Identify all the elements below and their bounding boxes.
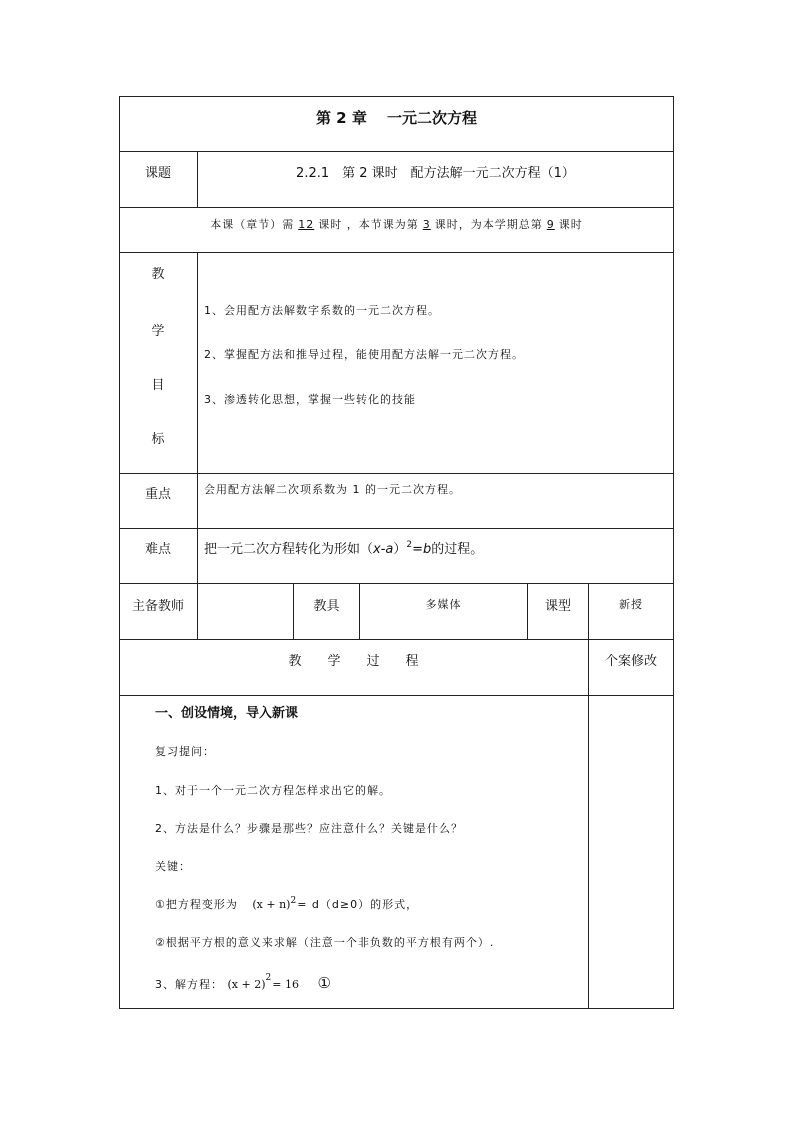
schedule-this-value: 3 (422, 218, 431, 231)
difficulty-sup: 2 (406, 540, 413, 550)
process-header: 教 学 过 程 (288, 654, 419, 669)
row-divider-4 (119, 473, 674, 474)
row-divider-7 (119, 639, 674, 640)
info-divider-tools-value (359, 583, 360, 639)
topic-value: 2.2.1 第 2 课时 配方法解一元二次方程（1） (296, 166, 575, 181)
row-divider-6 (119, 583, 674, 584)
difficulty-text: 把一元二次方程转化为形如（ (204, 542, 374, 557)
chapter-title: 第 2 章 一元二次方程 (315, 109, 478, 127)
difficulty-b: b (423, 542, 432, 557)
difficulty-expr: x-a (373, 542, 394, 557)
exercise-rest: = 16 (272, 978, 299, 991)
tools-label: 教具 (313, 599, 340, 614)
schedule-text-2: 课时 ，本节课为第 (318, 218, 419, 231)
review-question: 2、方法是什么？步骤是那些？应注意什么？关键是什么？ (155, 822, 463, 835)
key-step-1-text: ①把方程变形为 (155, 898, 238, 911)
key-point-label: 重点 (144, 487, 171, 502)
schedule-line (119, 219, 674, 230)
tools-value: 多媒体 (425, 598, 462, 611)
teacher-label: 主备教师 (131, 599, 184, 614)
exercise-line (155, 973, 332, 992)
exercise-sup: 2 (265, 973, 273, 983)
objective-item: 1、会用配方法解数字系数的一元二次方程。 (204, 304, 440, 317)
difficulty-label: 难点 (144, 542, 171, 557)
row-divider-8 (119, 695, 674, 696)
key-step-1-sup: 2 (290, 896, 298, 906)
row-divider-1 (119, 151, 674, 152)
schedule-need-value: 12 (298, 218, 315, 231)
key-step-1-rest: = d（d≥0）的形式， (297, 898, 419, 911)
revision-header: 个案修改 (604, 654, 657, 669)
difficulty-eq: = (412, 542, 424, 557)
exercise-expr: (x + 2) (227, 978, 266, 991)
table-right-border (673, 96, 674, 1009)
label-column-divider (197, 252, 198, 639)
objectives-label-char: 学 (151, 324, 165, 339)
schedule-text-4: 课时 (558, 218, 583, 231)
review-question: 1、对于一个一元二次方程怎样求出它的解。 (155, 784, 391, 797)
objectives-label-char: 目 (151, 378, 165, 393)
table-top-border (119, 96, 674, 97)
topic-label: 课题 (144, 166, 171, 181)
schedule-total-value: 9 (546, 218, 555, 231)
objectives-label-char: 标 (151, 432, 165, 447)
difficulty-paren: ） (393, 542, 407, 557)
process-column-divider (588, 583, 589, 1009)
key-step-1 (155, 896, 419, 911)
key-step-2: ②根据平方根的意义来求解（注意一个非负数的平方根有两个）. (155, 936, 495, 949)
key-label: 关键： (155, 860, 191, 873)
exercise-label: 3、解方程： (155, 978, 223, 991)
exercise-mark: ① (317, 974, 332, 992)
row-divider-5 (119, 528, 674, 529)
objective-item: 3、渗透转化思想，掌握一些转化的技能 (204, 393, 416, 406)
type-value: 新授 (619, 598, 643, 611)
difficulty-text-end: 的过程。 (431, 542, 484, 557)
objective-item: 2、掌握配方法和推导过程，能使用配方法解一元二次方程。 (204, 348, 524, 361)
key-point-value: 会用配方法解二次项系数为 1 的一元二次方程。 (204, 483, 461, 496)
schedule-text-1: 本课（章节）需 (210, 218, 295, 231)
difficulty-value (204, 540, 484, 557)
row-divider-3 (119, 252, 674, 253)
row-divider-2 (119, 207, 674, 208)
type-label: 课型 (544, 599, 571, 614)
key-step-1-expr: (x + n) (252, 898, 291, 911)
table-bottom-border (119, 1008, 674, 1009)
review-label: 复习提问： (155, 745, 215, 758)
schedule-text-3: 课时，为本学期总第 (434, 218, 543, 231)
section-title: 一、创设情境，导入新课 (155, 706, 299, 721)
objectives-label-char: 教 (151, 267, 165, 282)
